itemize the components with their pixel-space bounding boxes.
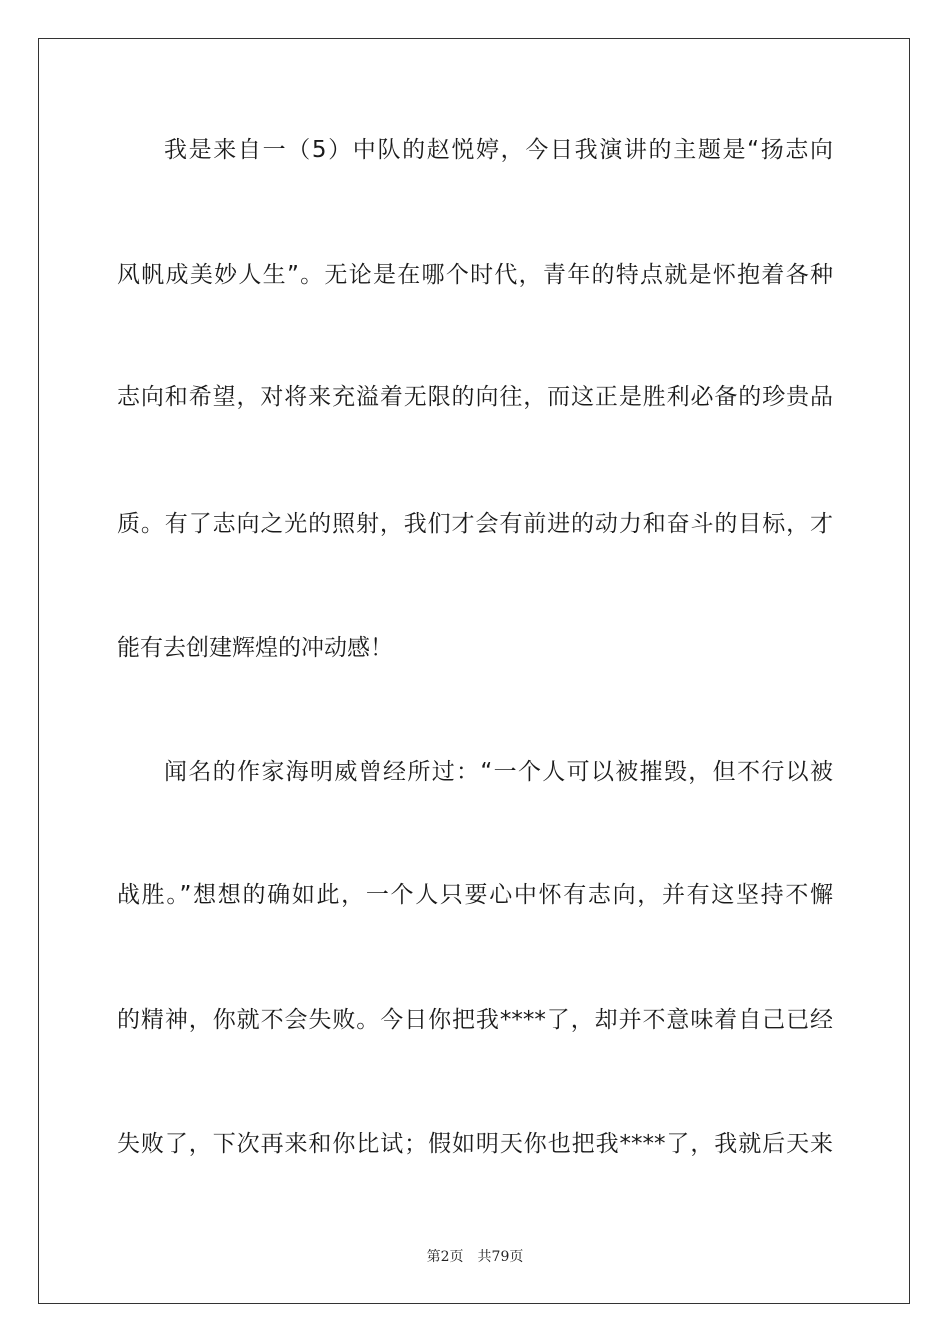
text-line: 战胜。”想想的确如此，一个人只要心中怀有志向，并有这坚持不懈 <box>117 882 833 908</box>
page-border <box>38 38 910 1304</box>
text-line: 风帆成美妙人生”。无论是在哪个时代，青年的特点就是怀抱着各种 <box>117 262 833 288</box>
text-line: 闻名的作家海明威曾经所过：“一个人可以被摧毁，但不行以被 <box>164 759 833 785</box>
page-number: 第2页 <box>426 1249 464 1265</box>
page-footer <box>0 1246 950 1266</box>
text-line: 志向和希望，对将来充溢着无限的向往，而这正是胜利必备的珍贵品 <box>117 384 833 410</box>
text-line: 能有去创建辉煌的冲动感！ <box>117 635 393 661</box>
page-total: 共79页 <box>477 1249 524 1265</box>
text-line: 我是来自一（5）中队的赵悦婷，今日我演讲的主题是“扬志向 <box>164 137 833 163</box>
text-line: 质。有了志向之光的照射，我们才会有前进的动力和奋斗的目标，才 <box>117 511 833 537</box>
text-line: 失败了，下次再来和你比试；假如明天你也把我****了，我就后天来 <box>117 1131 833 1157</box>
text-line: 的精神，你就不会失败。今日你把我****了，却并不意味着自己已经 <box>117 1007 833 1033</box>
